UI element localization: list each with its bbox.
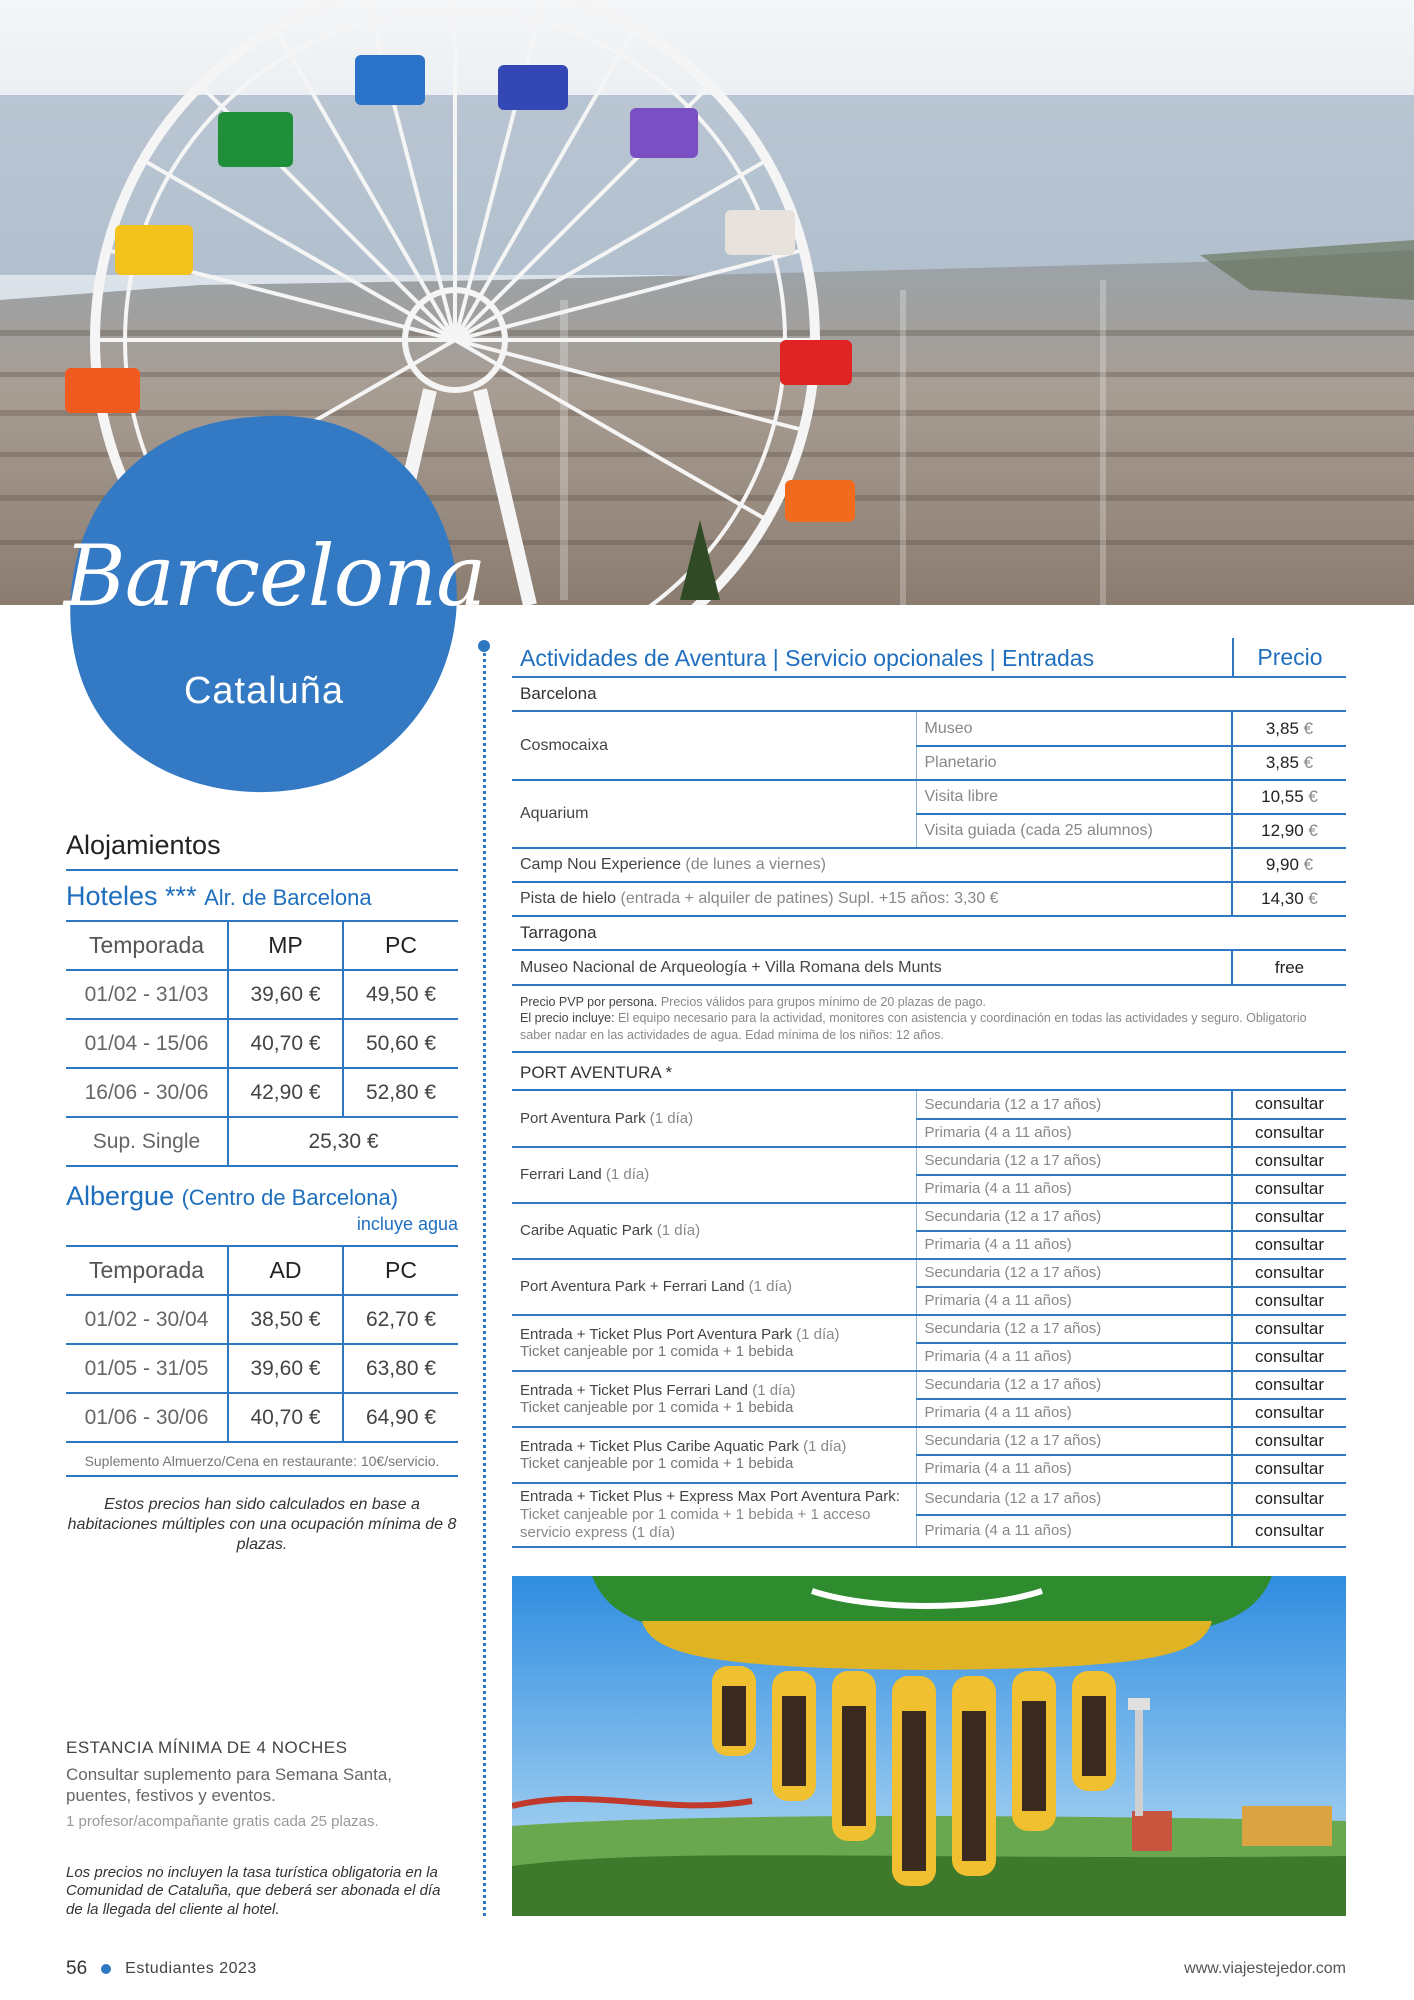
price-conditions xyxy=(512,986,1346,1053)
season-cell: 16/06 - 30/06 xyxy=(66,1068,228,1117)
age-group: Secundaria (12 a 17 años) xyxy=(916,1259,1232,1287)
hostel-title xyxy=(66,1181,458,1212)
age-group: Secundaria (12 a 17 años) xyxy=(916,1147,1232,1175)
table-row xyxy=(512,1091,1346,1119)
holiday-supplement-note: Consultar suplemento para Semana Santa, puentes, festivos y eventos. xyxy=(66,1765,393,1806)
accommodation-heading: Alojamientos xyxy=(66,830,458,871)
activities-heading: Actividades de Aventura | Servicio opcionales | Entradas xyxy=(520,645,1095,671)
table-row xyxy=(66,1393,458,1442)
price-cell: 50,60 € xyxy=(343,1019,458,1068)
price-cell: 42,90 € xyxy=(228,1068,343,1117)
price-cell: 49,50 € xyxy=(343,970,458,1019)
season-cell: 01/04 - 15/06 xyxy=(66,1019,228,1068)
park-name xyxy=(512,1203,916,1259)
table-row xyxy=(66,1019,458,1068)
park-name xyxy=(512,1315,916,1371)
hotels-price-table xyxy=(66,920,458,1167)
park-price: consultar xyxy=(1232,1455,1346,1483)
park-name xyxy=(512,1091,916,1147)
hotels-location: Alr. de Barcelona xyxy=(204,885,372,910)
city-title: Barcelona xyxy=(64,527,486,625)
col-pc: PC xyxy=(343,921,458,970)
age-group: Primaria (4 a 11 años) xyxy=(916,1343,1232,1371)
age-group: Primaria (4 a 11 años) xyxy=(916,1515,1232,1547)
region-barcelona: Barcelona xyxy=(512,678,1346,712)
ride-photo xyxy=(512,1576,1346,1916)
table-row xyxy=(512,1147,1346,1175)
price-cell: 40,70 € xyxy=(228,1019,343,1068)
park-ticket-note: Ticket canjeable por 1 comida + 1 bebida xyxy=(520,1342,794,1360)
activity-option: Visita libre xyxy=(916,780,1232,814)
single-supplement-row xyxy=(66,1117,458,1166)
accommodation-section xyxy=(66,830,458,1555)
park-ticket-note: Ticket canjeable por 1 comida + 1 bebida xyxy=(520,1398,794,1416)
tourist-tax-note: Los precios no incluyen la tasa turística obligatoria en la Comunidad de Cataluña, que deberá ser abonada el día de la llegada del cliente al hotel. xyxy=(66,1863,441,1918)
hotels-title xyxy=(66,881,458,912)
single-supplement-label: Sup. Single xyxy=(66,1117,228,1166)
park-price: consultar xyxy=(1232,1483,1346,1515)
activities-header xyxy=(512,640,1346,678)
price-cell: 39,60 € xyxy=(228,1344,343,1393)
table-row xyxy=(512,1203,1346,1231)
park-name xyxy=(512,1427,916,1483)
activity-price: free xyxy=(1232,951,1346,985)
hostel-label: Albergue xyxy=(66,1181,175,1211)
price-cell: 64,90 € xyxy=(343,1393,458,1442)
table-row xyxy=(66,1344,458,1393)
price-value: 10,55 xyxy=(1261,787,1304,806)
port-aventura-table xyxy=(512,1091,1346,1548)
table-row xyxy=(512,1371,1346,1399)
activity-price xyxy=(1232,780,1346,814)
price-value: 12,90 xyxy=(1261,821,1304,840)
age-group: Primaria (4 a 11 años) xyxy=(916,1455,1232,1483)
region-title: Cataluña xyxy=(183,670,345,712)
season-cell: 01/02 - 30/04 xyxy=(66,1295,228,1344)
age-group: Secundaria (12 a 17 años) xyxy=(916,1371,1232,1399)
activity-name xyxy=(512,882,1232,916)
park-price: consultar xyxy=(1232,1287,1346,1315)
website-link[interactable]: www.viajestejedor.com xyxy=(1184,1960,1346,1977)
season-cell: 01/02 - 31/03 xyxy=(66,970,228,1019)
table-header-row xyxy=(66,921,458,970)
park-note: (1 día) xyxy=(748,1278,792,1296)
price-heading: Precio xyxy=(1232,638,1346,676)
table-row xyxy=(66,1068,458,1117)
park-price: consultar xyxy=(1232,1399,1346,1427)
park-price: consultar xyxy=(1232,1119,1346,1147)
price-cell: 52,80 € xyxy=(343,1068,458,1117)
condition-line xyxy=(520,994,1338,1010)
col-pc: PC xyxy=(343,1246,458,1295)
price-value: 9,90 xyxy=(1265,855,1299,874)
price-cell: 62,70 € xyxy=(343,1295,458,1344)
table-header-row xyxy=(66,1246,458,1295)
park-price: consultar xyxy=(1232,1515,1346,1547)
age-group: Secundaria (12 a 17 años) xyxy=(916,1483,1232,1515)
table-row xyxy=(512,1315,1346,1343)
activity-name: Museo Nacional de Arqueología + Villa Romana dels Munts xyxy=(512,951,1232,985)
park-ticket-note: Ticket canjeable por 1 comida + 1 bebida xyxy=(520,1454,794,1472)
activity-price xyxy=(1232,746,1346,780)
hostel-price-table xyxy=(66,1245,458,1443)
activity-note: (entrada + alquiler de patines) Supl. +15 años: 3,30 € xyxy=(620,890,999,907)
hostel-subtitle: incluye agua xyxy=(356,1214,458,1234)
condition-text: El equipo necesario para la actividad, monitores con asistencia y coordinación en todas las actividades y seguro. Obligatorio saber nadar en las actividades de agua. Edad mínima de los niños: 12 años. xyxy=(520,1011,1307,1042)
table-row xyxy=(512,780,1346,814)
hotels-label: Hoteles *** xyxy=(66,881,197,911)
park-note: (1 día) xyxy=(605,1166,650,1184)
park-price: consultar xyxy=(1232,1231,1346,1259)
stay-conditions xyxy=(66,1738,458,1920)
season-cell: 01/06 - 30/06 xyxy=(66,1393,228,1442)
park-note: (1 día) xyxy=(796,1325,840,1343)
barcelona-activities-table xyxy=(512,712,1346,917)
col-mp: MP xyxy=(228,921,343,970)
activities-section xyxy=(512,640,1346,1548)
condition-label: Precio PVP por persona. xyxy=(520,995,658,1009)
euro-sign: € xyxy=(1303,753,1314,772)
footer-dot xyxy=(101,1964,111,1974)
tarragona-activities-table xyxy=(512,951,1346,986)
teacher-free-note: 1 profesor/acompañante gratis cada 25 plazas. xyxy=(66,1812,379,1830)
table-row xyxy=(512,1483,1346,1515)
park-price: consultar xyxy=(1232,1315,1346,1343)
activity-title: Camp Nou Experience xyxy=(520,856,681,873)
activity-price xyxy=(1232,882,1346,916)
park-name xyxy=(512,1483,916,1547)
col-season: Temporada xyxy=(66,921,228,970)
price-cell: 40,70 € xyxy=(228,1393,343,1442)
euro-sign: € xyxy=(1308,889,1318,908)
table-row xyxy=(512,1427,1346,1455)
park-price: consultar xyxy=(1232,1203,1346,1231)
col-season: Temporada xyxy=(66,1246,228,1295)
age-group: Primaria (4 a 11 años) xyxy=(916,1231,1232,1259)
park-note: (1 día) xyxy=(803,1437,847,1455)
park-price: consultar xyxy=(1232,1371,1346,1399)
park-note: (1 día) xyxy=(752,1381,796,1399)
table-row xyxy=(512,951,1346,985)
region-tarragona: Tarragona xyxy=(512,917,1346,951)
park-name xyxy=(512,1147,916,1203)
age-group: Secundaria (12 a 17 años) xyxy=(916,1091,1232,1119)
euro-sign: € xyxy=(1303,718,1314,738)
activity-price xyxy=(1232,848,1346,882)
park-note: Ticket canjeable por 1 comida + 1 bebida + 1 acceso servicio express (1 día) xyxy=(520,1505,871,1541)
activity-price xyxy=(1232,814,1346,848)
park-title: Ferrari Land xyxy=(520,1166,602,1184)
price-cell: 39,60 € xyxy=(228,970,343,1019)
park-note: (1 día) xyxy=(649,1109,694,1127)
price-cell: 63,80 € xyxy=(343,1344,458,1393)
euro-sign: € xyxy=(1308,787,1318,806)
activity-option: Planetario xyxy=(916,746,1232,780)
euro-sign: € xyxy=(1303,855,1314,874)
age-group: Secundaria (12 a 17 años) xyxy=(916,1427,1232,1455)
park-title: Entrada + Ticket Plus Caribe Aquatic Park xyxy=(520,1437,799,1455)
activity-name: Aquarium xyxy=(512,780,916,848)
price-value: 14,30 xyxy=(1261,889,1304,908)
publication-name: Estudiantes 2023 xyxy=(125,1960,257,1977)
park-price: consultar xyxy=(1232,1427,1346,1455)
table-row xyxy=(512,712,1346,746)
activity-title: Pista de hielo xyxy=(520,890,617,907)
table-row xyxy=(66,1295,458,1344)
table-row xyxy=(512,848,1346,882)
age-group: Primaria (4 a 11 años) xyxy=(916,1119,1232,1147)
page-number: 56 xyxy=(66,1958,88,1979)
footer-left xyxy=(66,1958,257,1980)
port-aventura-heading: PORT AVENTURA * xyxy=(512,1053,1346,1091)
park-title: Caribe Aquatic Park xyxy=(520,1222,653,1240)
age-group: Secundaria (12 a 17 años) xyxy=(916,1315,1232,1343)
price-value: 3,85 xyxy=(1265,753,1299,772)
table-row xyxy=(512,1259,1346,1287)
activity-name xyxy=(512,848,1232,882)
dotted-divider xyxy=(483,648,487,1916)
park-title: Entrada + Ticket Plus + Express Max Port Aventura Park: xyxy=(520,1487,900,1505)
age-group: Secundaria (12 a 17 años) xyxy=(916,1203,1232,1231)
meal-supplement-note: Suplemento Almuerzo/Cena en restaurante: 10€/servicio. xyxy=(66,1443,458,1477)
condition-text: Precios válidos para grupos mínimo de 20 plazas de pago. xyxy=(660,995,987,1009)
price-value: 3,85 xyxy=(1265,718,1299,738)
age-group: Primaria (4 a 11 años) xyxy=(916,1399,1232,1427)
col-ad: AD xyxy=(228,1246,343,1295)
condition-label: El precio incluye: xyxy=(520,1011,615,1026)
minimum-stay: ESTANCIA MÍNIMA DE 4 NOCHES xyxy=(66,1738,348,1757)
hostel-location: (Centro de Barcelona) xyxy=(181,1185,399,1210)
park-title: Entrada + Ticket Plus Port Aventura Park xyxy=(520,1325,792,1343)
euro-sign: € xyxy=(1308,821,1318,840)
park-price: consultar xyxy=(1232,1147,1346,1175)
park-name xyxy=(512,1371,916,1427)
age-group: Primaria (4 a 11 años) xyxy=(916,1175,1232,1203)
season-cell: 01/05 - 31/05 xyxy=(66,1344,228,1393)
table-row xyxy=(66,970,458,1019)
park-title: Entrada + Ticket Plus Ferrari Land xyxy=(520,1381,749,1399)
park-note: (1 día) xyxy=(656,1222,701,1240)
activity-note: (de lunes a viernes) xyxy=(685,856,826,873)
park-price: consultar xyxy=(1232,1091,1346,1119)
park-name xyxy=(512,1259,916,1315)
park-title: Port Aventura Park xyxy=(520,1109,646,1127)
activity-option: Museo xyxy=(916,712,1232,746)
activity-option: Visita guiada (cada 25 alumnos) xyxy=(916,814,1232,848)
park-price: consultar xyxy=(1232,1343,1346,1371)
age-group: Primaria (4 a 11 años) xyxy=(916,1287,1232,1315)
table-row xyxy=(512,882,1346,916)
title-blob xyxy=(64,412,486,797)
activity-price xyxy=(1232,712,1346,746)
condition-line xyxy=(520,1010,1338,1043)
park-title: Port Aventura Park + Ferrari Land xyxy=(520,1278,745,1296)
single-supplement-value: 25,30 € xyxy=(228,1117,458,1166)
park-price: consultar xyxy=(1232,1259,1346,1287)
price-cell: 38,50 € xyxy=(228,1295,343,1344)
calculation-note: Estos precios han sido calculados en base a habitaciones múltiples con una ocupación mínima de 8 plazas. xyxy=(67,1496,457,1553)
activity-name: Cosmocaixa xyxy=(512,712,916,780)
park-price: consultar xyxy=(1232,1175,1346,1203)
